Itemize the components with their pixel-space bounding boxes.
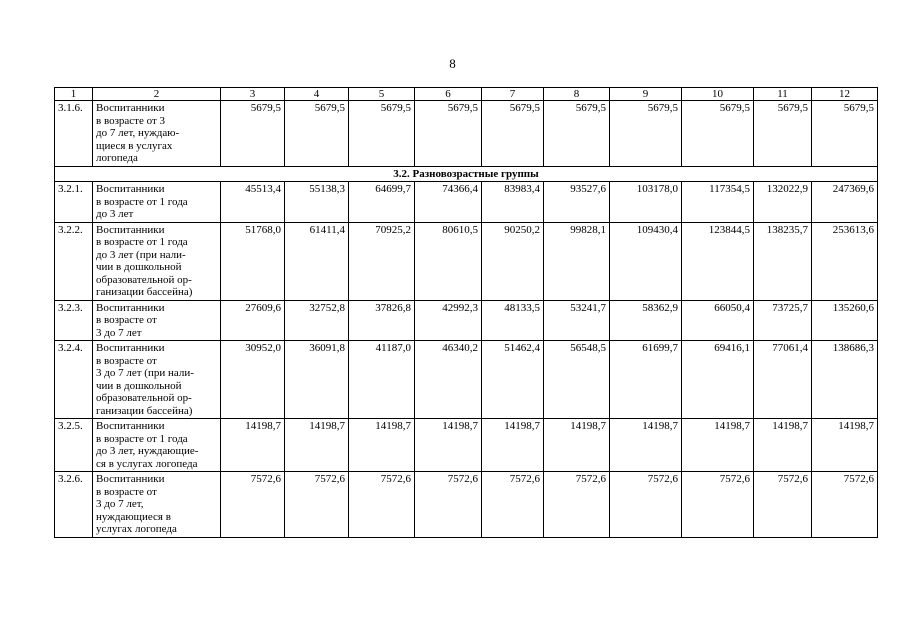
value-cell: 247369,6	[812, 182, 878, 223]
row-code: 3.1.6.	[55, 101, 93, 167]
page-number: 8	[449, 56, 456, 71]
column-number: 11	[754, 88, 812, 101]
column-number: 7	[482, 88, 544, 101]
description-line: до 3 лет	[96, 208, 134, 220]
value-cell: 48133,5	[482, 300, 544, 341]
value-cell: 138686,3	[812, 341, 878, 419]
description-line: в возрасте от 1 года	[96, 236, 188, 248]
description-line: щиеся в услугах	[96, 139, 173, 152]
column-number: 8	[544, 88, 610, 101]
row-code: 3.2.5.	[55, 419, 93, 472]
value-cell: 30952,0	[221, 341, 285, 419]
row-description	[93, 222, 221, 300]
value-cell: 27609,6	[221, 300, 285, 341]
value-cell: 7572,6	[415, 472, 482, 538]
value-cell: 5679,5	[285, 101, 349, 167]
column-number: 6	[415, 88, 482, 101]
value-cell: 80610,5	[415, 222, 482, 300]
description-line: ганизации бассейна)	[96, 286, 193, 298]
value-cell: 7572,6	[285, 472, 349, 538]
value-cell: 53241,7	[544, 300, 610, 341]
column-number: 5	[349, 88, 415, 101]
value-cell: 7572,6	[754, 472, 812, 538]
column-number: 2	[93, 88, 221, 101]
value-cell: 42992,3	[415, 300, 482, 341]
column-number: 10	[682, 88, 754, 101]
value-cell: 5679,5	[221, 101, 285, 167]
value-cell: 123844,5	[682, 222, 754, 300]
description-line: 3 до 7 лет,	[96, 498, 144, 510]
description-line: образовательной ор-	[96, 273, 192, 286]
row-code: 3.2.1.	[55, 182, 93, 223]
description-line: нуждающиеся в	[96, 510, 171, 523]
value-cell: 73725,7	[754, 300, 812, 341]
value-cell: 253613,6	[812, 222, 878, 300]
description-line: в возрасте от	[96, 485, 157, 498]
value-cell: 109430,4	[610, 222, 682, 300]
value-cell: 135260,6	[812, 300, 878, 341]
description-line: Воспитанники	[96, 301, 165, 314]
table-row	[55, 341, 878, 419]
value-cell: 7572,6	[482, 472, 544, 538]
value-cell: 7572,6	[221, 472, 285, 538]
value-cell: 14198,7	[754, 419, 812, 472]
value-cell: 5679,5	[544, 101, 610, 167]
column-number-row	[55, 88, 878, 101]
description-line: Воспитанники	[96, 473, 165, 485]
value-cell: 14198,7	[285, 419, 349, 472]
value-cell: 14198,7	[349, 419, 415, 472]
table-row	[55, 300, 878, 341]
table-row	[55, 472, 878, 538]
value-cell: 70925,2	[349, 222, 415, 300]
row-description	[93, 341, 221, 419]
row-description	[93, 182, 221, 223]
description-line: в возрасте от 3	[96, 114, 166, 127]
value-cell: 14198,7	[812, 419, 878, 472]
value-cell: 51462,4	[482, 341, 544, 419]
description-line: до 3 лет (при нали-	[96, 248, 186, 261]
table-row	[55, 222, 878, 300]
value-cell: 5679,5	[482, 101, 544, 167]
table-row	[55, 101, 878, 167]
row-description	[93, 472, 221, 538]
table-row	[55, 419, 878, 472]
value-cell: 14198,7	[482, 419, 544, 472]
value-cell: 41187,0	[349, 341, 415, 419]
value-cell: 132022,9	[754, 182, 812, 223]
description-line: в возрасте от	[96, 354, 157, 367]
value-cell: 45513,4	[221, 182, 285, 223]
row-code: 3.2.3.	[55, 300, 93, 341]
value-cell: 7572,6	[349, 472, 415, 538]
description-line: Воспитанники	[96, 102, 165, 114]
value-cell: 93527,6	[544, 182, 610, 223]
row-description	[93, 101, 221, 167]
value-cell: 55138,3	[285, 182, 349, 223]
value-cell: 103178,0	[610, 182, 682, 223]
value-cell: 61699,7	[610, 341, 682, 419]
description-line: 3 до 7 лет (при нали-	[96, 367, 194, 379]
row-code: 3.2.2.	[55, 222, 93, 300]
row-code: 3.2.4.	[55, 341, 93, 419]
value-cell: 99828,1	[544, 222, 610, 300]
value-cell: 58362,9	[610, 300, 682, 341]
description-line: услугах логопеда	[96, 523, 177, 535]
value-cell: 51768,0	[221, 222, 285, 300]
description-line: чии в дошкольной	[96, 261, 182, 273]
value-cell: 64699,7	[349, 182, 415, 223]
description-line: в возрасте от 1 года	[96, 432, 188, 445]
value-cell: 5679,5	[682, 101, 754, 167]
value-cell: 5679,5	[754, 101, 812, 167]
value-cell: 7572,6	[682, 472, 754, 538]
value-cell: 14198,7	[544, 419, 610, 472]
value-cell: 77061,4	[754, 341, 812, 419]
value-cell: 7572,6	[610, 472, 682, 538]
description-line: чии в дошкольной	[96, 379, 182, 392]
description-line: до 7 лет, нуждаю-	[96, 127, 180, 139]
value-cell: 5679,5	[415, 101, 482, 167]
value-cell: 32752,8	[285, 300, 349, 341]
value-cell: 14198,7	[610, 419, 682, 472]
column-number: 9	[610, 88, 682, 101]
value-cell: 14198,7	[221, 419, 285, 472]
value-cell: 83983,4	[482, 182, 544, 223]
description-line: Воспитанники	[96, 342, 165, 354]
description-line: ся в услугах логопеда	[96, 457, 198, 470]
table-body	[55, 88, 878, 538]
value-cell: 5679,5	[610, 101, 682, 167]
value-cell: 138235,7	[754, 222, 812, 300]
value-cell: 74366,4	[415, 182, 482, 223]
description-line: до 3 лет, нуждающие-	[96, 445, 199, 457]
table-row	[55, 182, 878, 223]
value-cell: 14198,7	[415, 419, 482, 472]
section-row	[55, 166, 878, 182]
value-cell: 90250,2	[482, 222, 544, 300]
description-line: Воспитанники	[96, 183, 165, 195]
column-number: 3	[221, 88, 285, 101]
description-line: в возрасте от	[96, 314, 157, 326]
description-line: Воспитанники	[96, 223, 165, 236]
value-cell: 66050,4	[682, 300, 754, 341]
value-cell: 46340,2	[415, 341, 482, 419]
section-title: 3.2. Разновозрастные группы	[55, 166, 878, 182]
row-description	[93, 419, 221, 472]
value-cell: 56548,5	[544, 341, 610, 419]
column-number: 12	[812, 88, 878, 101]
description-line: Воспитанники	[96, 420, 165, 432]
column-number: 1	[55, 88, 93, 101]
description-line: в возрасте от 1 года	[96, 195, 188, 208]
description-line: логопеда	[96, 152, 138, 164]
column-number: 4	[285, 88, 349, 101]
row-code: 3.2.6.	[55, 472, 93, 538]
value-cell: 37826,8	[349, 300, 415, 341]
value-cell: 5679,5	[349, 101, 415, 167]
value-cell: 5679,5	[812, 101, 878, 167]
value-cell: 7572,6	[544, 472, 610, 538]
value-cell: 14198,7	[682, 419, 754, 472]
value-cell: 7572,6	[812, 472, 878, 538]
description-line: 3 до 7 лет	[96, 326, 142, 339]
description-line: ганизации бассейна)	[96, 404, 193, 417]
value-cell: 36091,8	[285, 341, 349, 419]
row-description	[93, 300, 221, 341]
tariff-table	[54, 87, 878, 538]
value-cell: 117354,5	[682, 182, 754, 223]
value-cell: 61411,4	[285, 222, 349, 300]
description-line: образовательной ор-	[96, 392, 192, 404]
value-cell: 69416,1	[682, 341, 754, 419]
